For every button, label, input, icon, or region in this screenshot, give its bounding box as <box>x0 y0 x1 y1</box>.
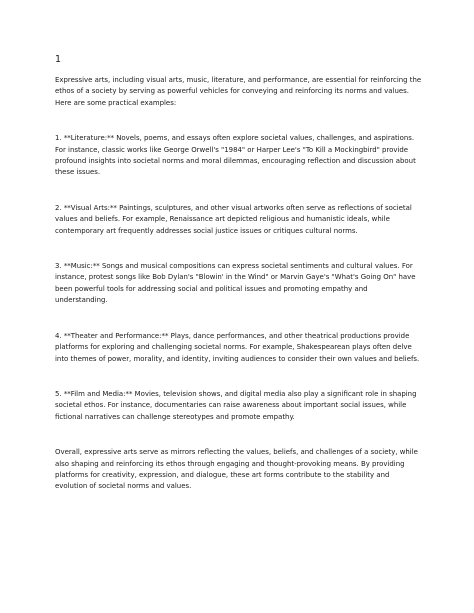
text-line: evolution of societal norms and values. <box>55 482 192 491</box>
paragraph-literature <box>55 133 427 179</box>
paragraph-intro <box>55 75 427 109</box>
text-line: 2. **Visual Arts:** Paintings, sculptures, and other visual artworks often serve as reflections of societal <box>55 203 412 212</box>
text-line: platforms for creativity, expression, and dialogue, these art forms contribute to the stability and <box>55 470 390 479</box>
paragraph-gap <box>55 307 427 331</box>
text-line: For instance, classic works like George Orwell's "1984" or Harper Lee's "To Kill a Mockingbird" provide <box>55 145 409 154</box>
text-line: instance, protest songs like Bob Dylan's "Blowin' in the Wind" or Marvin Gaye's "What's Going On" have <box>55 273 416 282</box>
text-line: been powerful tools for addressing social and political issues and promoting empathy and <box>55 284 368 293</box>
paragraph-music <box>55 261 427 307</box>
text-line: 5. **Film and Media:** Movies, television shows, and digital media also play a significant role in shaping <box>55 389 417 398</box>
page-number: 1 <box>55 54 62 65</box>
text-line: societal ethos. For instance, documentaries can raise awareness about important social issues, while <box>55 401 407 410</box>
text-line: Expressive arts, including visual arts, music, literature, and performance, are essential for reinforcing the <box>55 76 422 84</box>
text-line: into themes of power, morality, and identity, inviting audiences to consider their own values and beliefs. <box>55 354 420 363</box>
paragraph-visual-arts <box>55 203 427 237</box>
paragraph-conclusion <box>55 447 427 493</box>
document-body <box>55 75 427 493</box>
paragraph-gap <box>55 423 427 447</box>
paragraph-gap <box>55 109 427 133</box>
paragraph-gap <box>55 365 427 389</box>
paragraph-theater <box>55 331 427 365</box>
text-line: contemporary art frequently addresses social justice issues or critiques cultural norms. <box>55 226 358 235</box>
text-line: understanding. <box>55 296 108 305</box>
text-line: ethos of a society by serving as powerful vehicles for conveying and reinforcing its norms and values. <box>55 87 409 96</box>
paragraph-gap <box>55 179 427 203</box>
text-line: Here are some practical examples: <box>55 98 177 107</box>
paragraph-gap <box>55 237 427 261</box>
text-line: also shaping and reinforcing its ethos through engaging and thought-provoking means. By providing <box>55 459 405 468</box>
text-line: 1. **Literature:** Novels, poems, and essays often explore societal values, challenges, and aspirations. <box>55 134 415 143</box>
text-line: these issues. <box>55 168 101 177</box>
text-line: profound insights into societal norms and moral dilemmas, encouraging reflection and discussion about <box>55 157 416 166</box>
text-line: values and beliefs. For example, Renaissance art depicted religious and humanistic ideals, while <box>55 215 390 224</box>
text-line: 4. **Theater and Performance:** Plays, dance performances, and other theatrical productions provide <box>55 331 410 340</box>
text-line: Overall, expressive arts serve as mirrors reflecting the values, beliefs, and challenges of a society, while <box>55 448 418 457</box>
paragraph-film-media <box>55 389 427 423</box>
text-line: 3. **Music:** Songs and musical compositions can express societal sentiments and cultural values. For <box>55 262 413 271</box>
text-line: fictional narratives can challenge stereotypes and promote empathy. <box>55 412 295 421</box>
text-line: platforms for exploring and challenging societal norms. For example, Shakespearean plays often delve <box>55 343 412 352</box>
